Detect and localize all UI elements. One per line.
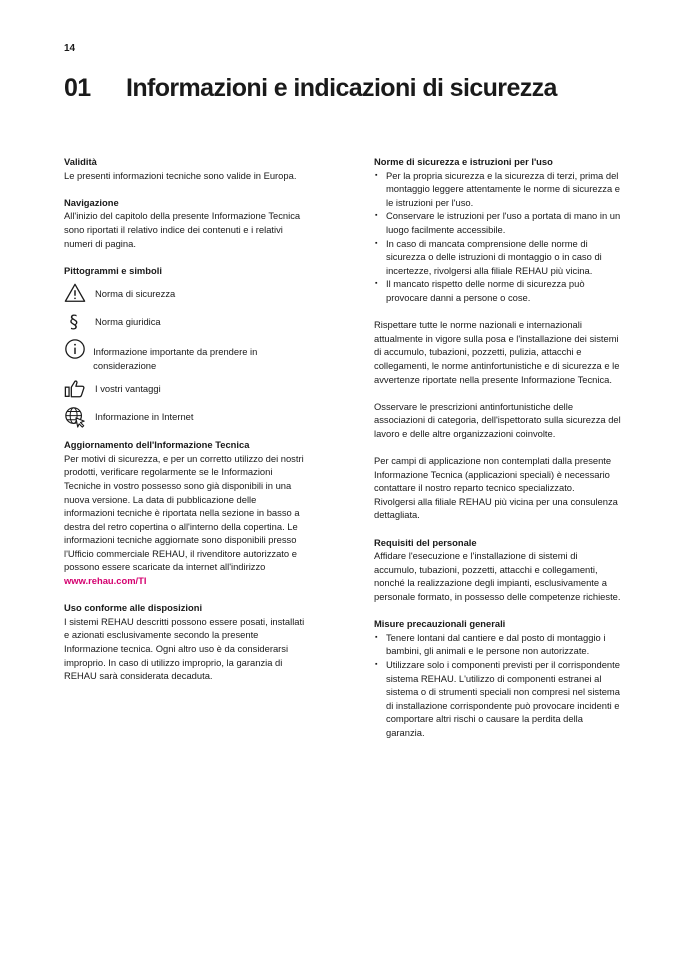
- pictogram-item: [64, 337, 309, 372]
- thumbs-up-icon: [64, 377, 94, 401]
- section-sign-icon: [64, 309, 94, 333]
- section-validita: [64, 155, 309, 182]
- pictogram-label: Norma giuridica: [95, 315, 161, 327]
- section-text: I sistemi REHAU descritti possono essere posati, installati e azionati esclusivamente secondo la presente Informazione tecnica. Ogni altro uso è da considerarsi improprio. In caso di utilizzo improprio, la garanzia di REHAU sarà considerata decaduta.: [64, 615, 305, 682]
- section-heading: Aggiornamento dell'Informazione Tecnica: [64, 439, 250, 451]
- paragraph: Per campi di applicazione non contemplati dalla presente Informazione Tecnica (applicazioni speciali) è necessario contattare il nostro reparto tecnico specializzato.: [374, 455, 612, 494]
- bullet-list: [374, 631, 622, 740]
- paragraph: Rispettare tutte le norme nazionali e internazionali attualmente in vigore sulla posa e l'installazione dei sistemi di accumulo, tubazioni, pozzetti, pulizia, attacchi e collegamenti, le norme antinfortunistiche e di sicurezza e le avvertenze riportate nella presente Informazione Tecnica.: [374, 319, 620, 385]
- right-column: [374, 155, 622, 753]
- svg-text:§: §: [69, 312, 79, 333]
- paragraph: Rivolgersi alla filiale REHAU più vicina per una consulenza dettagliata.: [374, 495, 618, 521]
- list-item: ▪ Conservare le istruzioni per l'uso a portata di mano in un luogo facilmente accessibile.: [374, 209, 622, 236]
- list-item: ▪ Tenere lontani dal cantiere e dal posto di montaggio i bambini, gli animali e le persone non autorizzate.: [374, 631, 622, 658]
- section-heading: Requisiti del personale: [374, 536, 477, 548]
- section-requisiti: [374, 536, 622, 604]
- pictogram-item: [64, 281, 309, 305]
- list-item: ▪ Per la propria sicurezza e la sicurezza di terzi, prima del montaggio leggere attentamente le norme di sicurezza e le istruzioni per l'uso.: [374, 169, 622, 210]
- section-misure: [374, 617, 622, 739]
- section-heading: Navigazione: [64, 196, 119, 208]
- section-heading: Uso conforme alle disposizioni: [64, 602, 203, 614]
- pictogram-item: [64, 309, 309, 333]
- pictogram-item: [64, 377, 309, 401]
- page-number: 14: [64, 43, 76, 54]
- pictogram-label: I vostri vantaggi: [95, 382, 161, 394]
- paragraph: Osservare le prescrizioni antinfortunistiche delle associazioni di categoria, dell'ispettorato sulla sicurezza del lavoro e delle altre organizzazioni coinvolte.: [374, 400, 621, 439]
- section-heading: Pittogrammi e simboli: [64, 264, 162, 276]
- pictogram-item: [64, 405, 309, 429]
- globe-cursor-icon: [64, 405, 94, 429]
- chapter-number: 01: [64, 74, 91, 102]
- rehau-ti-link[interactable]: www.rehau.com/TI: [64, 575, 147, 587]
- chapter-title: [64, 74, 557, 103]
- section-text: All'inizio del capitolo della presente Informazione Tecnica sono riportati il relativo indice dei contenuti e i relativi numeri di pagina.: [64, 210, 301, 249]
- pictogram-label: Informazione importante da prendere in considerazione: [93, 346, 258, 371]
- pictogram-label: Norma di sicurezza: [95, 287, 176, 299]
- section-aggiornamento: [64, 438, 309, 588]
- section-navigazione: [64, 196, 309, 250]
- section-text: Affidare l'esecuzione e l'installazione di sistemi di accumulo, tubazioni, pozzetti, attacchi e collegamenti, nonché la realizzazione degli impianti, esclusivamente a personale formato, in possesso delle competenze richieste.: [374, 550, 621, 602]
- pictogram-label: Informazione in Internet: [95, 410, 194, 422]
- info-circle-icon: [64, 337, 92, 361]
- left-column: [64, 155, 309, 696]
- section-heading: Validità: [64, 156, 97, 167]
- section-pittogrammi: [64, 264, 309, 429]
- warning-triangle-icon: [64, 281, 94, 305]
- list-item: ▪ Utilizzare solo i componenti previsti per il corrispondente sistema REHAU. L'utilizzo di componenti estranei al sistema o di strumenti speciali non compresi nel sistema di installazione corrispondente può provocare incidenti e comportare altri rischi o causare la perdita della garanzia.: [374, 658, 622, 740]
- section-text: [64, 452, 309, 588]
- chapter-title-text: Informazioni e indicazioni di sicurezza: [126, 74, 557, 102]
- section-text: Le presenti informazioni tecniche sono valide in Europa.: [64, 169, 297, 181]
- section-heading: Norme di sicurezza e istruzioni per l'uso: [374, 156, 553, 167]
- section-norme-sicurezza: [374, 155, 622, 305]
- section-heading: Misure precauzionali generali: [374, 618, 506, 630]
- section-uso-conforme: [64, 601, 309, 683]
- aggiornamento-text: Per motivi di sicurezza, e per un corretto utilizzo dei nostri prodotti, verificare regolarmente se le Informazioni Tecniche in vostro possesso sono già disponibili in una nuova versione. La data di pubblicazione delle informazioni tecniche è riportata nella sezione in basso a destra del retro copertina o all'interno della copertina. Le informazioni tecniche aggiornate sono disponibili presso l'Ufficio commerciale REHAU, il rivenditore autorizzato e possono essere scaricate da internet all'indirizzo: [64, 452, 304, 573]
- list-item: ▪ Il mancato rispetto delle norme di sicurezza può provocare danni a persone o cose.: [374, 277, 622, 304]
- list-item: ▪ In caso di mancata comprensione delle norme di sicurezza o delle istruzioni di montaggio o in caso di incertezze, rivolgersi alla filiale REHAU più vicina.: [374, 237, 622, 278]
- section-prescrizioni: [374, 318, 622, 522]
- bullet-list: [374, 169, 622, 305]
